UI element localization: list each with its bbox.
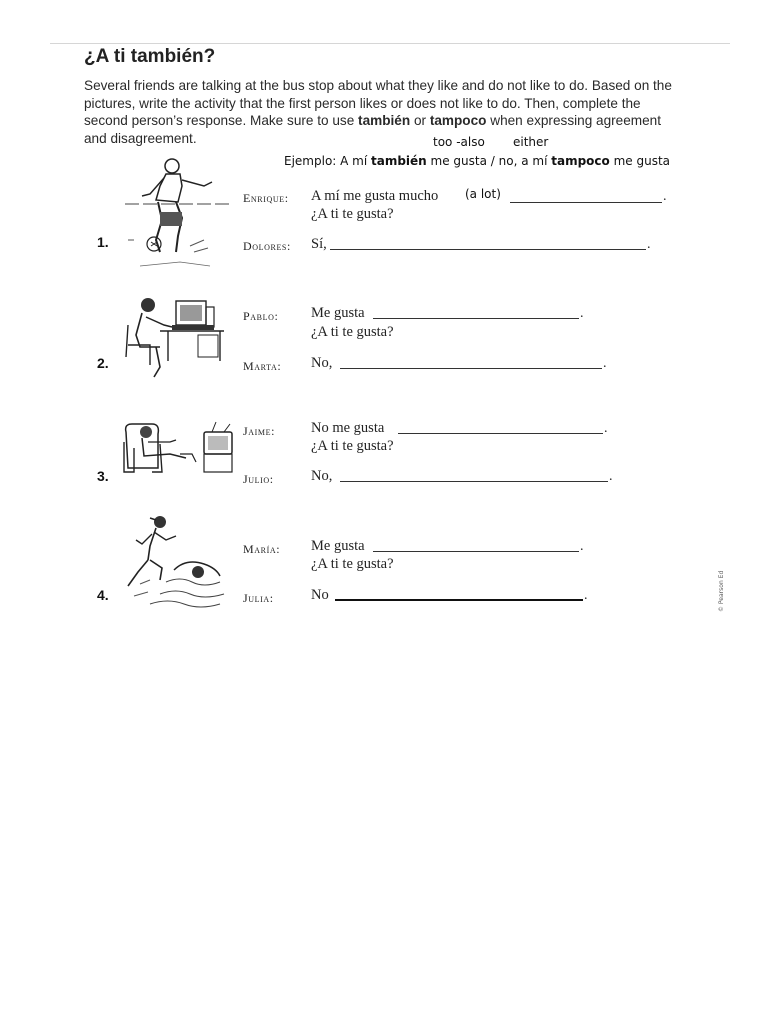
dialogue-line: A mí me gusta mucho: [311, 188, 439, 204]
speaker-name: Marta:: [243, 359, 282, 373]
item-number: 3.: [97, 468, 109, 484]
period: .: [663, 189, 667, 204]
period: .: [603, 356, 607, 371]
page-title: ¿A ti también?: [84, 46, 216, 67]
instructions-keyword-tambien: también: [358, 113, 411, 129]
speaker-name: Enrique:: [243, 191, 289, 205]
example-line: [284, 154, 670, 168]
instructions-text-or: or: [410, 113, 430, 129]
answer-blank[interactable]: [373, 318, 579, 319]
answer-blank[interactable]: [340, 481, 608, 482]
dialogue-line: No,: [311, 468, 333, 484]
speaker-name: Julio:: [243, 472, 274, 486]
example-tambien: también: [371, 154, 427, 168]
dialogue-line: Sí,: [311, 236, 327, 252]
period: .: [609, 469, 613, 484]
speaker-name: María:: [243, 542, 281, 556]
dialogue-line: Me gusta: [311, 538, 365, 554]
answer-blank[interactable]: [398, 433, 603, 434]
answer-blank[interactable]: [330, 249, 646, 250]
example-prefix: Ejemplo: A mí: [284, 154, 371, 168]
note-a-lot: (a lot): [465, 187, 501, 201]
dialogue-line: Me gusta: [311, 305, 365, 321]
dialogue-question: ¿A ti te gusta?: [311, 556, 394, 572]
period: .: [647, 237, 651, 252]
item-number: 2.: [97, 355, 109, 371]
period: .: [580, 306, 584, 321]
instructions-text: Several friends are talking at the bus stop about what they like and do not like to do. Based on the pictures, write the activity that the first person likes or does not like to do. Then, complete the second person’s response. Make sure to use: [84, 78, 672, 129]
instructions-keyword-tampoco: tampoco: [429, 113, 487, 129]
answer-blank[interactable]: [510, 202, 662, 203]
dialogue-line: No: [311, 587, 329, 603]
copyright-side-text: © Pearson Ed: [718, 570, 725, 612]
period: .: [584, 588, 588, 603]
top-divider: [50, 43, 730, 44]
speaker-name: Pablo:: [243, 309, 279, 323]
computer-user-icon: [120, 295, 235, 383]
speaker-name: Dolores:: [243, 239, 291, 253]
note-either: either: [513, 135, 549, 149]
note-too-also: too -also: [433, 135, 485, 149]
answer-blank[interactable]: [373, 551, 579, 552]
instructions: [84, 77, 679, 147]
instructions-text-end: when expressing agreement and disagreement.: [84, 113, 662, 146]
example-suffix: me gusta: [609, 154, 670, 168]
dialogue-question: ¿A ti te gusta?: [311, 324, 394, 340]
speaker-name: Julia:: [243, 591, 274, 605]
dialogue-question: ¿A ti te gusta?: [311, 438, 394, 454]
period: .: [580, 539, 584, 554]
tv-watcher-icon: [120, 418, 235, 480]
answer-blank[interactable]: [335, 599, 583, 601]
example-tampoco: tampoco: [551, 154, 610, 168]
dialogue-question: ¿A ti te gusta?: [311, 206, 394, 222]
dialogue-line: No,: [311, 355, 333, 371]
dialogue-line: No me gusta: [311, 420, 385, 436]
soccer-player-icon: [120, 156, 235, 274]
example-middle: me gusta / no, a mí: [426, 154, 552, 168]
item-number: 1.: [97, 234, 109, 250]
runner-swimmer-icon: [120, 510, 235, 612]
answer-blank[interactable]: [340, 368, 602, 369]
speaker-name: Jaime:: [243, 424, 276, 438]
item-number: 4.: [97, 587, 109, 603]
period: .: [604, 421, 608, 436]
